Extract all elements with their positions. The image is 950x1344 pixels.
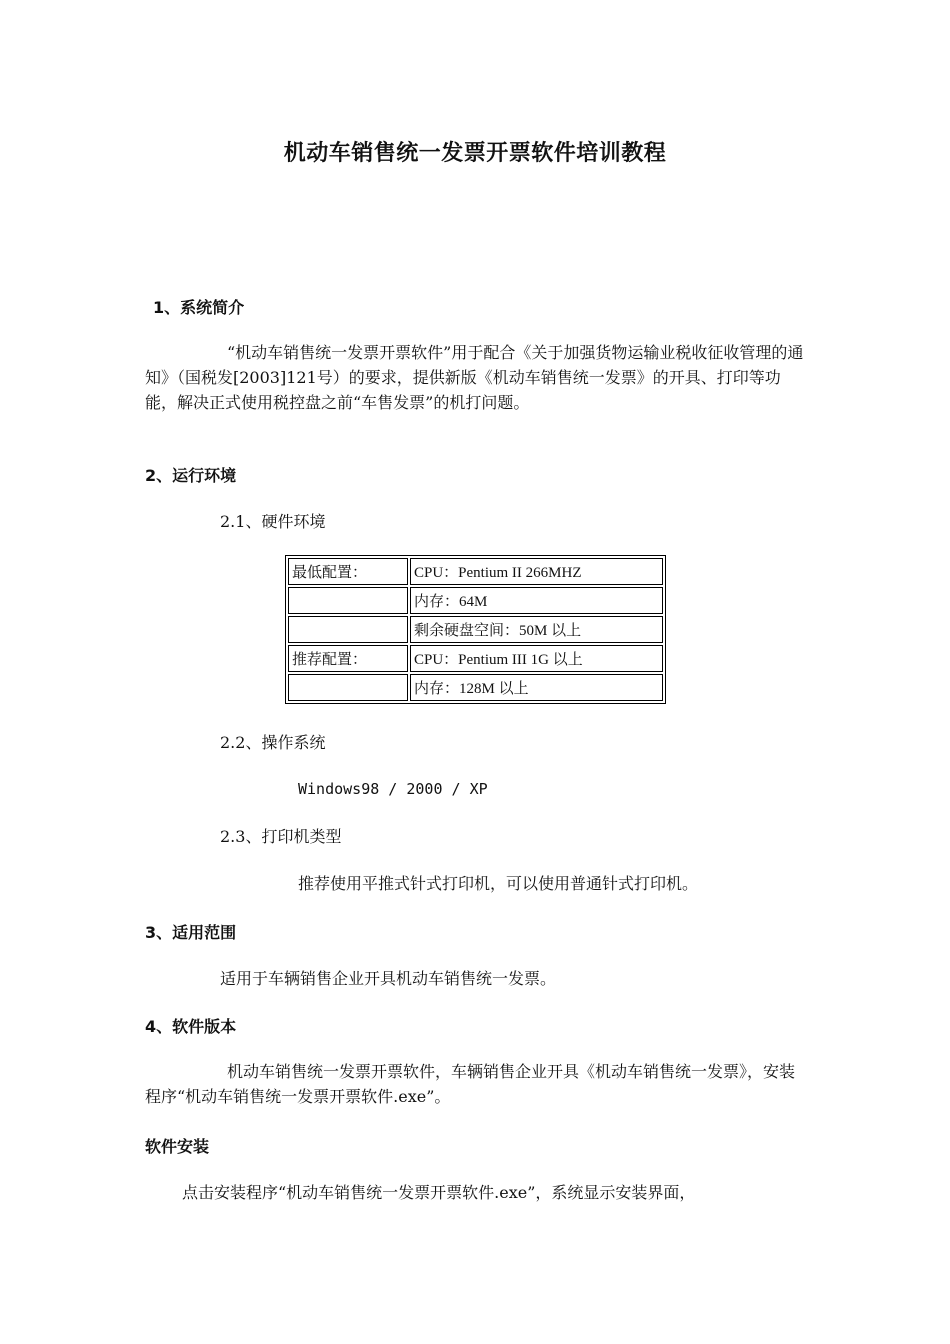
config-spec-cell: CPU：Pentium II 266MHZ [410,558,663,585]
config-spec-cell: 剩余硬盘空间：50M 以上 [410,616,663,643]
config-level-cell [288,616,408,643]
config-level-cell [288,587,408,614]
config-level-cell: 最低配置： [288,558,408,585]
config-spec-cell: 内存：64M [410,587,663,614]
section-4-body: 机动车销售统一发票开票软件，车辆销售企业开具《机动车销售统一发票》，安装程序“机动车销售统一发票开票软件.exe”。 [145,1062,796,1106]
printer-text: 推荐使用平推式针式打印机，可以使用普通针式打印机。 [298,874,699,893]
config-level-cell [288,674,408,701]
section-1-heading: 1、系统简介 [153,298,245,317]
hardware-subheading: 2.1、硬件环境 [220,512,326,531]
hardware-table-row [288,587,663,614]
page-title: 机动车销售统一发票开票软件培训教程 [283,141,667,166]
install-body: 点击安装程序“机动车销售统一发票开票软件.exe”，系统显示安装界面， [182,1183,696,1202]
section-3-body: 适用于车辆销售企业开具机动车销售统一发票。 [220,969,557,988]
section-1-body: “机动车销售统一发票开票软件”用于配合《关于加强货物运输业税收征收管理的通知》（国税发[2003]121号）的要求，提供新版《机动车销售统一发票》的开具、打印等功能，解决正式使用税控盘之前“车售发票”的机打问题。 [145,343,804,412]
printer-subheading: 2.3、打印机类型 [220,827,342,846]
hardware-table [285,555,666,704]
hardware-table-row [288,645,663,672]
hardware-table-row [288,616,663,643]
hardware-table-row [288,674,663,701]
hardware-table-row [288,558,663,585]
config-spec-cell: 内存：128M 以上 [410,674,663,701]
section-2-heading: 2、运行环境 [145,466,237,485]
config-level-cell: 推荐配置： [288,645,408,672]
os-list: Windows98 / 2000 / XP [298,780,488,798]
section-3-heading: 3、适用范围 [145,923,237,942]
os-subheading: 2.2、操作系统 [220,733,326,752]
install-heading: 软件安装 [145,1137,210,1156]
config-spec-cell: CPU：Pentium III 1G 以上 [410,645,663,672]
section-4-heading: 4、软件版本 [145,1017,237,1036]
